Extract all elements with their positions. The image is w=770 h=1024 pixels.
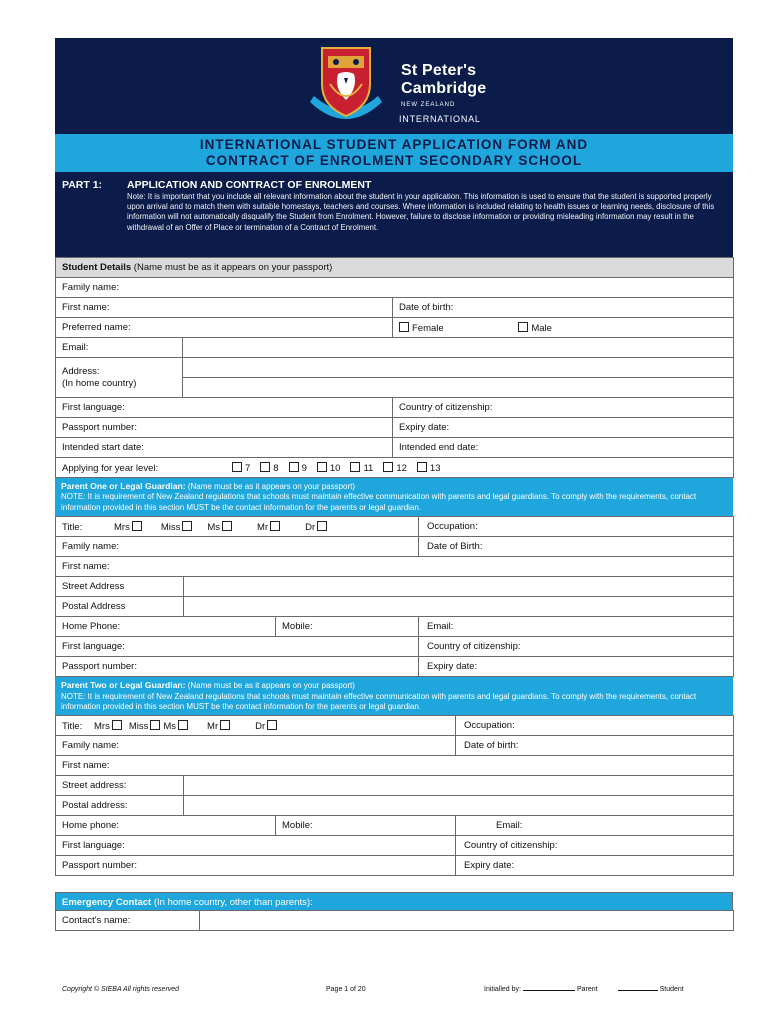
year-level-field: [56, 458, 734, 478]
student-initial-line[interactable]: [618, 990, 658, 991]
g1-citizenship-label: Country of citizenship:: [427, 641, 521, 653]
form-title-line1: INTERNATIONAL STUDENT APPLICATION FORM AND: [199, 137, 589, 152]
g1-passport-label: Passport number:: [62, 661, 137, 673]
contact-name-input[interactable]: [200, 911, 734, 931]
guardian2-title: Parent Two or Legal Guardian:: [61, 680, 186, 691]
year-8-checkbox[interactable]: [260, 462, 270, 472]
part1-header: [55, 172, 733, 257]
guardian1-title-field: [56, 517, 419, 537]
g2-dob-field[interactable]: [456, 736, 734, 756]
guardian2-title-note: (Name must be as it appears on your passport): [185, 681, 355, 691]
g2-citizenship-field[interactable]: [456, 836, 734, 856]
year-7-label: 7: [245, 462, 251, 474]
year-13-checkbox[interactable]: [417, 462, 427, 472]
g2-ms-checkbox[interactable]: [178, 720, 188, 730]
year-11-checkbox[interactable]: [350, 462, 360, 472]
year-10-checkbox[interactable]: [317, 462, 327, 472]
part1-heading: APPLICATION AND CONTRACT OF ENROLMENT: [127, 179, 372, 191]
g1-family-name-field[interactable]: [56, 537, 419, 557]
guardian1-title-note: (Name must be as it appears on your passport): [185, 482, 356, 491]
school-header: [55, 38, 733, 134]
school-crest-logo: [300, 44, 392, 128]
g1-first-language-label: First language:: [62, 641, 125, 653]
year-level-options: [232, 463, 441, 474]
g2-title-label: Title:: [62, 720, 83, 732]
g1-street-label-cell: [56, 577, 184, 597]
email-label: Email:: [62, 342, 89, 353]
g2-postal-label-cell: [56, 796, 184, 816]
g1-passport-field[interactable]: [56, 657, 419, 677]
student-details-header: [56, 258, 734, 278]
g2-email-field[interactable]: [456, 816, 734, 836]
student-email-label-cell: [56, 338, 183, 358]
g1-ms-label: Ms: [207, 521, 221, 533]
g1-home-phone-field[interactable]: [56, 617, 276, 637]
page-number: Page 1 of 20: [326, 986, 366, 993]
year-12-label: 12: [396, 462, 407, 474]
emergency-table: [55, 910, 734, 931]
year-9-label: 9: [301, 462, 307, 474]
g1-miss-checkbox[interactable]: [182, 521, 192, 531]
student-address-label-cell: [56, 358, 183, 398]
g2-expiry-field[interactable]: [456, 856, 734, 876]
g1-mr-label: Mr: [257, 521, 269, 533]
male-checkbox[interactable]: [518, 322, 528, 332]
g2-ms-label: Ms: [163, 720, 177, 732]
g2-street-input[interactable]: [184, 776, 734, 796]
first-name-label: First name:: [62, 302, 110, 313]
g1-home-phone-label: Home Phone:: [62, 621, 121, 633]
guardian1-note: NOTE: It is requirement of New Zealand regulations that schools must maintain effective communication with parents and legal guardians. To comply with the requirements, contact information provided in this section MUST be the contact information for the parents or legal guardian.: [61, 492, 697, 512]
student-dob-field[interactable]: [393, 298, 734, 318]
g1-ms-checkbox[interactable]: [222, 521, 232, 531]
part1-note: Note: It is important that you include all relevant information about the student in your application. This information is used to ensure that the student is supported properly upon arrival and to match them with suitable homestays, teachers and courses. Where information is included relating to health issues or learning needs, disclosure of this information will not automatically disqualify the Student from Enrolment. However, failure to disclose information or providing misleading information may result in the withdrawal of an Offer of Place or termination of a Contract of Enrolment.: [127, 192, 715, 232]
g2-street-label: Street address:: [62, 780, 127, 792]
student-address-line1-input[interactable]: [183, 358, 734, 378]
student-first-name-field[interactable]: [56, 298, 393, 318]
g1-street-label: Street Address: [62, 581, 125, 593]
g2-dr-label: Dr: [255, 720, 266, 732]
year-12-checkbox[interactable]: [383, 462, 393, 472]
expiry-label: Expiry date:: [399, 422, 450, 433]
student-email-input[interactable]: [183, 338, 734, 358]
year-10-label: 10: [329, 462, 341, 474]
g1-street-input[interactable]: [184, 577, 734, 597]
student-passport-field[interactable]: [56, 418, 393, 438]
first-language-label: First language:: [62, 402, 125, 413]
g2-home-phone-label: Home phone:: [62, 820, 120, 832]
student-label: Student: [659, 986, 684, 993]
g1-mr-checkbox[interactable]: [270, 521, 280, 531]
year-13-label: 13: [429, 462, 441, 474]
g2-mobile-field[interactable]: [276, 816, 456, 836]
g2-mr-checkbox[interactable]: [220, 720, 230, 730]
g2-mobile-label: Mobile:: [282, 820, 313, 832]
passport-label: Passport number:: [62, 422, 137, 433]
start-date-label: Intended start date:: [62, 442, 144, 453]
g1-first-name-label: First name:: [62, 561, 110, 573]
g2-dob-label: Date of birth:: [464, 740, 519, 752]
g2-mrs-checkbox[interactable]: [112, 720, 122, 730]
g2-mrs-label: Mrs: [94, 720, 110, 732]
g1-mobile-field[interactable]: [276, 617, 419, 637]
g2-passport-label: Passport number:: [62, 860, 137, 872]
g2-occupation-label: Occupation:: [464, 720, 515, 732]
address-sublabel: (In home country): [62, 377, 137, 389]
g1-first-language-field[interactable]: [56, 637, 419, 657]
initialled-label: Initialled by:: [484, 986, 521, 993]
guardian2-title-field: [56, 716, 456, 736]
g1-first-name-field[interactable]: [56, 557, 734, 577]
g2-passport-field[interactable]: [56, 856, 456, 876]
guardian1-table: [55, 516, 734, 677]
school-name-line1: St Peter's: [401, 62, 477, 79]
guardian1-title: Parent One or Legal Guardian:: [61, 481, 186, 491]
g1-family-name-label: Family name:: [62, 541, 120, 553]
guardian2-note: NOTE: It is requirement of New Zealand regulations that schools must maintain effective communication with parents and legal guardians. To comply with the requirements, contact information provided in this section MUST be the contact information for the parents or legal guardian.: [61, 691, 697, 712]
form-title: [55, 134, 733, 172]
student-end-date-field[interactable]: [393, 438, 734, 458]
year-9-checkbox[interactable]: [289, 462, 299, 472]
g1-email-label: Email:: [427, 621, 454, 633]
g2-occupation-field[interactable]: [456, 716, 734, 736]
g1-dob-label: Date of Birth:: [427, 541, 483, 553]
g2-first-language-label: First language:: [62, 840, 125, 852]
school-name-line2: Cambridge: [401, 80, 487, 97]
female-checkbox[interactable]: [399, 322, 409, 332]
end-date-label: Intended end date:: [399, 442, 479, 453]
g1-mobile-label: Mobile:: [282, 621, 313, 633]
form-title-line2: CONTRACT OF ENROLMENT SECONDARY SCHOOL: [205, 153, 583, 168]
part1-label: PART 1:: [62, 179, 103, 191]
school-country: NEW ZEALAND: [401, 102, 456, 108]
g1-email-field[interactable]: [419, 617, 734, 637]
g2-family-name-field[interactable]: [56, 736, 456, 756]
student-family-name-field[interactable]: [56, 278, 734, 298]
g2-email-label: Email:: [496, 820, 523, 832]
g1-citizenship-field[interactable]: [419, 637, 734, 657]
g1-dr-checkbox[interactable]: [317, 521, 327, 531]
g1-postal-label-cell: [56, 597, 184, 617]
g2-street-label-cell: [56, 776, 184, 796]
citizenship-label: Country of citizenship:: [399, 402, 493, 413]
g2-first-name-label: First name:: [62, 760, 110, 772]
year-8-label: 8: [273, 462, 279, 474]
school-division: INTERNATIONAL: [399, 114, 481, 124]
copyright: Copyright © SIEBA All rights reserved: [62, 986, 180, 993]
g1-occupation-field[interactable]: [419, 517, 734, 537]
dob-label: Date of birth:: [399, 302, 454, 313]
contact-name-label-cell: [56, 911, 200, 931]
school-name: [401, 62, 486, 124]
g2-first-name-field[interactable]: [56, 756, 734, 776]
initialled-by: [484, 986, 684, 993]
g2-citizenship-label: Country of citizenship:: [464, 840, 558, 852]
student-preferred-name-field[interactable]: [56, 318, 393, 338]
guardian2-table: [55, 715, 734, 876]
student-details-table: [55, 257, 734, 478]
parent-initial-line[interactable]: [523, 990, 575, 991]
student-expiry-field[interactable]: [393, 418, 734, 438]
year-11-label: 11: [363, 462, 374, 474]
student-gender-field: [393, 318, 734, 338]
g2-dr-checkbox[interactable]: [267, 720, 277, 730]
g1-mrs-checkbox[interactable]: [132, 521, 142, 531]
student-start-date-field[interactable]: [56, 438, 393, 458]
g1-dr-label: Dr: [305, 521, 316, 533]
emergency-contact-section: [55, 892, 733, 931]
male-label: Male: [531, 322, 552, 334]
g1-miss-label: Miss: [160, 521, 181, 533]
student-address-line2-input[interactable]: [183, 378, 734, 398]
g2-postal-label: Postal address:: [62, 800, 128, 812]
emergency-title: Emergency Contact: [62, 897, 152, 909]
g1-occupation-label: Occupation:: [427, 521, 478, 533]
g2-miss-checkbox[interactable]: [150, 720, 160, 730]
guardian1-header: [55, 478, 733, 516]
guardian2-header: [55, 677, 733, 715]
g2-family-name-label: Family name:: [62, 740, 120, 752]
student-section-title: Student Details: [62, 262, 132, 273]
contact-name-label: Contact's name:: [62, 915, 131, 927]
female-label: Female: [412, 322, 444, 334]
g1-postal-input[interactable]: [184, 597, 734, 617]
g1-postal-label: Postal Address: [62, 601, 126, 613]
g1-expiry-field[interactable]: [419, 657, 734, 677]
student-citizenship-field[interactable]: [393, 398, 734, 418]
g2-miss-label: Miss: [128, 720, 149, 732]
g2-expiry-label: Expiry date:: [464, 860, 515, 872]
g1-title-label: Title:: [62, 521, 83, 533]
g2-postal-input[interactable]: [184, 796, 734, 816]
g2-mr-label: Mr: [207, 720, 219, 732]
g1-dob-field[interactable]: [419, 537, 734, 557]
parent-label: Parent: [576, 986, 598, 993]
preferred-name-label: Preferred name:: [62, 322, 131, 333]
application-form-page: [55, 38, 733, 931]
emergency-contact-header: [55, 892, 733, 910]
g1-mrs-label: Mrs: [114, 521, 130, 533]
family-name-label: Family name:: [62, 282, 120, 293]
student-section-note: (Name must be as it appears on your passport): [131, 262, 333, 273]
year-7-checkbox[interactable]: [232, 462, 242, 472]
g1-expiry-label: Expiry date:: [427, 661, 478, 673]
g2-home-phone-field[interactable]: [56, 816, 276, 836]
student-first-language-field[interactable]: [56, 398, 393, 418]
year-level-label: Applying for year level:: [62, 462, 159, 474]
emergency-note: (In home country, other than parents):: [151, 897, 313, 909]
address-label: Address:: [62, 365, 100, 377]
g2-first-language-field[interactable]: [56, 836, 456, 856]
